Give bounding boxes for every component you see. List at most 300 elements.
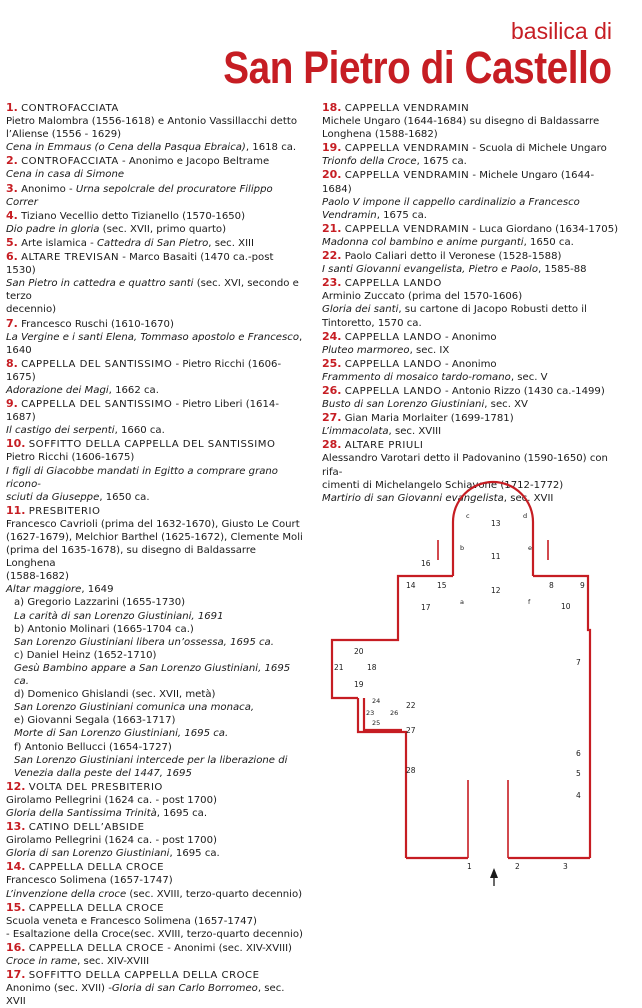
entry-line — [6, 303, 306, 316]
plan-label-16: 16 — [421, 559, 431, 568]
entry-line — [6, 168, 306, 181]
entry-text: , 1675 ca. — [416, 156, 467, 168]
plan-label-7: 7 — [576, 658, 581, 667]
entry-line — [6, 714, 306, 727]
entry-artwork: Trionfo della Croce — [322, 156, 417, 168]
entry-artwork: La Vergine e i santi Elena, Tommaso apostolo e Francesco — [6, 331, 299, 343]
entry-line — [6, 331, 306, 357]
entry-title: CAPPELLA DELLA CROCE — [28, 862, 164, 874]
entry-text: Girolamo Pellegrini (1624 ca. - post 1700) — [6, 794, 217, 806]
plan-label-25: 25 — [372, 719, 381, 727]
catalog-entry — [6, 236, 306, 250]
entry-line — [6, 491, 306, 504]
entry-heading — [6, 860, 306, 874]
entry-line — [322, 128, 622, 141]
entry-line — [6, 623, 306, 636]
entry-text: (prima del 1635-1678), su disegno di Baldassarre Longhena — [6, 545, 257, 570]
entry-title: CONTROFACCIATA — [21, 156, 119, 168]
entry-heading — [322, 357, 622, 371]
entrance-arrow-icon — [490, 868, 498, 886]
entry-line — [6, 649, 306, 662]
entry-author: Paolo Caliari detto il Veronese (1528-1588) — [344, 251, 562, 263]
plan-label-e: e — [528, 544, 532, 552]
plan-label-5: 5 — [576, 769, 581, 778]
entry-line — [6, 531, 306, 544]
entry-text: - Esaltazione della Croce(sec. XVIII, terzo-quarto decennio) — [6, 928, 303, 940]
entry-title: CONTROFACCIATA — [21, 103, 119, 114]
entry-artwork: Cena in casa di Simone — [6, 169, 125, 181]
entry-text: , 1662 ca. — [108, 384, 159, 396]
entry-title: CAPPELLA VENDRAMIN — [344, 170, 470, 182]
entry-heading — [322, 330, 622, 344]
catalog-entry — [6, 780, 306, 820]
entry-title: CAPPELLA LANDO — [344, 385, 442, 397]
entry-number: 1. — [6, 101, 18, 114]
entry-number: 9. — [6, 397, 18, 411]
catalog-entry — [6, 820, 306, 860]
entry-heading — [322, 168, 622, 195]
entry-line — [6, 754, 306, 767]
plan-label-b: b — [460, 544, 465, 552]
entry-text: , su cartone di Jacopo Robusti detto il — [398, 304, 587, 316]
entry-line — [6, 727, 306, 740]
entry-text: , sec. XIV-XVIII — [77, 956, 150, 967]
catalog-entry — [322, 168, 622, 221]
entry-artwork: Gloria di san Lorenzo Giustiniani — [6, 848, 170, 860]
entry-heading — [6, 780, 306, 794]
plan-label-6: 6 — [576, 749, 581, 758]
entry-line — [6, 518, 306, 531]
entry-heading — [6, 317, 306, 331]
entry-line — [6, 701, 306, 714]
entry-artwork: San Lorenzo Giustiniani intercede per la liberazione di — [14, 754, 288, 766]
entry-title: CAPPELLA VENDRAMIN — [344, 103, 470, 114]
entry-author: Anonimo - — [21, 183, 76, 195]
entry-subitem: e) Giovanni Segala (1663-1717) — [14, 715, 176, 727]
entry-line — [322, 263, 622, 276]
entry-artwork: Morte di San Lorenzo Giustiniani — [14, 728, 178, 740]
entry-number: 15. — [6, 900, 26, 914]
entry-text: , sec. XVII — [503, 492, 554, 504]
floor-plan-svg — [318, 480, 636, 890]
entry-artwork: Il castigo dei serpenti — [6, 425, 115, 437]
catalog-entry — [6, 357, 306, 397]
entry-artwork: I santi Giovanni evangelista, Pietro e Paolo — [322, 264, 539, 276]
entry-line — [6, 955, 306, 968]
entry-heading — [6, 154, 306, 168]
entry-title: CAPPELLA DEL SANTISSIMO — [21, 399, 173, 411]
plan-label-13: 13 — [491, 519, 501, 528]
catalog-entry — [322, 222, 622, 249]
entry-line — [322, 344, 622, 357]
plan-label-f: f — [528, 598, 531, 606]
entry-heading — [6, 209, 306, 223]
entry-author: Arte islamica - — [21, 237, 97, 249]
entry-text: , sec. IX — [409, 344, 450, 356]
entry-title: CAPPELLA LANDO — [344, 331, 442, 343]
entry-text: , 1695 ca. — [223, 636, 274, 648]
entry-number: 21. — [322, 221, 342, 235]
entry-line — [6, 928, 306, 941]
right-column — [322, 101, 622, 505]
entry-heading — [6, 901, 306, 915]
entry-heading — [6, 101, 306, 115]
entry-line — [322, 115, 622, 128]
entry-line — [6, 874, 306, 887]
plan-label-24: 24 — [372, 697, 381, 705]
entry-artwork: Cena in Emmaus (o Cena della Pasqua Ebraica) — [6, 142, 246, 154]
entry-title: CATINO DELL’ABSIDE — [28, 822, 145, 834]
plan-labels — [334, 512, 585, 871]
apse-wall — [453, 482, 533, 576]
entry-heading — [322, 101, 622, 115]
entry-author: - Scuola di Michele Ungaro — [469, 143, 607, 155]
entry-text: Arminio Zuccato (prima del 1570-1606) — [322, 291, 523, 303]
entry-number: 5. — [6, 235, 18, 249]
catalog-entry — [6, 101, 306, 154]
entry-heading — [6, 357, 306, 384]
entry-author: Tiziano Vecellio detto Tizianello (1570-1650) — [21, 210, 246, 222]
entry-heading — [322, 384, 622, 398]
entry-author: - Marco Basaiti (1470 ca.-post 1530) — [6, 252, 274, 277]
entry-heading — [322, 411, 622, 425]
entry-artwork: Urna sepolcrale del procuratore Filippo Correr — [6, 183, 273, 208]
entry-text: , sec. XVIII — [388, 426, 442, 438]
entry-line — [6, 767, 306, 780]
entry-artwork: San Pietro in cattedra e quattro santi — [6, 278, 194, 290]
entry-line — [6, 834, 306, 847]
entry-text: , 1695 ca. — [14, 662, 291, 688]
entry-author: - Pietro Ricchi (1606-1675) — [6, 358, 282, 383]
entry-text: , 1585-88 — [538, 264, 587, 276]
entry-line — [322, 303, 622, 316]
entry-line — [6, 982, 306, 1008]
entry-artwork: Gloria dei santi — [322, 304, 399, 316]
catalog-entry — [322, 101, 622, 141]
plan-label-20: 20 — [354, 647, 364, 656]
entry-text: (sec. XVII, primo quarto) — [99, 223, 227, 235]
entry-artwork: Gloria di san Carlo Borromeo — [111, 983, 258, 995]
entry-text: , 1675 ca. — [376, 209, 427, 221]
catalog-entry — [6, 250, 306, 316]
entry-artwork: Altar maggiore — [6, 584, 82, 596]
catalog-entry — [322, 357, 622, 384]
entry-number: 10. — [6, 437, 26, 451]
entry-number: 7. — [6, 316, 18, 330]
entry-author: Gian Maria Morlaiter (1699-1781) — [344, 413, 514, 425]
entry-text: Alessandro Varotari detto il Padovanino (1590-1650) con rifa- — [322, 453, 608, 478]
catalog-entry — [322, 330, 622, 357]
entry-text: (1588-1682) — [6, 571, 69, 583]
entry-line — [6, 451, 306, 464]
entry-line — [6, 741, 306, 754]
entry-title: CAPPELLA LANDO — [344, 358, 442, 370]
plan-label-10: 10 — [561, 602, 571, 611]
entry-artwork: Madonna col bambino e anime purganti — [322, 236, 524, 248]
entry-heading — [322, 249, 622, 263]
entry-artwork: Vendramin — [322, 209, 377, 221]
left-column — [6, 101, 306, 1008]
plan-label-d: d — [523, 512, 528, 520]
entry-text: , 1618 ca. — [245, 142, 297, 154]
entry-line — [6, 570, 306, 583]
floor-plan — [318, 480, 636, 890]
entry-number: 12. — [6, 779, 26, 793]
entry-line — [6, 583, 306, 596]
entry-title: CAPPELLA VENDRAMIN — [344, 223, 470, 235]
entry-text: Pietro Malombra (1556-1618) e Antonio Vassillacchi detto — [6, 116, 297, 128]
catalog-entry — [322, 411, 622, 438]
plan-label-c: c — [466, 512, 470, 520]
catalog-entry — [6, 209, 306, 236]
entry-number: 18. — [322, 101, 342, 114]
entry-line — [322, 209, 622, 222]
entry-subitem: d) Domenico Ghislandi (sec. XVII, metà) — [14, 689, 216, 701]
entry-number: 14. — [6, 860, 26, 874]
entry-artwork: Dio padre in gloria — [6, 223, 100, 235]
catalog-entry — [6, 860, 306, 900]
entry-number: 26. — [322, 383, 342, 397]
entry-number: 17. — [6, 968, 26, 982]
entry-number: 13. — [6, 820, 26, 834]
catalog-entry — [322, 249, 622, 276]
entry-title: CAPPELLA DEL SANTISSIMO — [21, 358, 173, 370]
entry-heading — [322, 141, 622, 155]
entry-line — [6, 465, 306, 491]
entry-date: , sec. XIII — [208, 237, 254, 249]
entry-text: decennio) — [6, 304, 57, 316]
entry-title: CAPPELLA VENDRAMIN — [344, 143, 470, 155]
plan-label-a: a — [460, 598, 464, 606]
entry-author: - Antonio Rizzo (1430 ca.-1499) — [441, 385, 605, 397]
entry-line — [6, 807, 306, 820]
entry-text: Girolamo Pellegrini (1624 ca. - post 1700) — [6, 835, 217, 847]
plan-label-1: 1 — [467, 862, 472, 871]
entry-line — [6, 141, 306, 154]
catalog-entry — [6, 154, 306, 181]
entry-text: , sec. XV — [484, 399, 528, 411]
entry-text: , 1695 ca. — [156, 807, 208, 819]
entry-heading — [322, 276, 622, 290]
entry-line — [322, 290, 622, 303]
entry-number: 8. — [6, 356, 18, 370]
plan-label-14: 14 — [406, 581, 416, 590]
plan-label-15: 15 — [437, 581, 447, 590]
entry-line — [6, 847, 306, 860]
entry-author: Francesco Ruschi (1610-1670) — [21, 318, 174, 330]
plan-label-2: 2 — [515, 862, 520, 871]
entry-text: Anonimo (sec. XVII) - — [6, 983, 112, 995]
catalog-entry — [6, 504, 306, 780]
page-title: San Pietro di Castello — [223, 42, 612, 93]
entry-author: - Pietro Liberi (1614-1687) — [6, 399, 279, 424]
entry-line — [6, 915, 306, 928]
plan-label-23: 23 — [366, 709, 375, 717]
entry-heading — [322, 438, 622, 452]
entry-heading — [6, 397, 306, 424]
entry-number: 11. — [6, 503, 26, 517]
entry-artwork: Adorazione dei Magi — [6, 384, 109, 396]
plan-label-26: 26 — [390, 709, 399, 717]
entry-heading — [6, 437, 306, 451]
entry-line — [322, 452, 622, 478]
entry-text: , 1691 — [191, 610, 224, 622]
entry-heading — [6, 504, 306, 518]
entry-artwork: Venezia dalla peste del 1447 — [14, 767, 160, 779]
entry-artwork: L’invenzione della croce — [6, 888, 127, 900]
catalog-entry — [6, 437, 306, 503]
catalog-entry — [6, 182, 306, 209]
catalog-entry — [6, 901, 306, 941]
plan-label-22: 22 — [406, 701, 416, 710]
entry-line — [6, 662, 306, 688]
entry-heading — [6, 941, 306, 955]
entry-line — [322, 425, 622, 438]
entry-title: SOFFITTO DELLA CAPPELLA DELLA CROCE — [28, 970, 260, 982]
entry-number: 19. — [322, 141, 342, 155]
entry-number: 4. — [6, 208, 18, 222]
entry-heading — [6, 236, 306, 250]
entry-text: , 1695 ca. — [169, 848, 220, 860]
entry-line — [6, 610, 306, 623]
entry-line — [6, 384, 306, 397]
entry-line — [322, 317, 622, 330]
entry-text: Tintoretto, 1570 ca. — [322, 317, 422, 329]
entry-number: 20. — [322, 168, 342, 182]
entry-text: Pietro Ricchi (1606-1675) — [6, 452, 135, 464]
entry-text: Longhena (1588-1682) — [322, 129, 438, 141]
entry-number: 25. — [322, 356, 342, 370]
plan-label-17: 17 — [421, 603, 431, 612]
entry-text: , 1650 ca. — [99, 491, 150, 503]
catalog-entry — [322, 276, 622, 329]
entry-subitem: b) Antonio Molinari (1665-1704 ca.) — [14, 623, 194, 635]
entry-text: (sec. XVI, secondo e terzo — [6, 278, 299, 303]
entry-line — [6, 544, 306, 570]
entry-author: - Michele Ungaro (1644-1684) — [322, 170, 595, 195]
entry-text: , 1695 — [159, 767, 192, 779]
entry-text: (1627-1679), Melchior Barthel (1625-1672), Clemente Moli — [6, 532, 303, 543]
header — [160, 18, 612, 92]
entry-line — [6, 115, 306, 128]
entry-text: (sec. XVIII, terzo-quarto decennio) — [126, 888, 303, 900]
entry-text: , 1695 ca. — [177, 728, 229, 740]
entry-line — [6, 424, 306, 437]
entry-artwork: Martirio di san Giovanni evangelista — [322, 492, 504, 504]
entry-title: SOFFITTO DELLA CAPPELLA DEL SANTISSIMO — [28, 439, 276, 451]
entry-artwork: Pluteo marmoreo — [322, 344, 410, 356]
entry-text: , 1660 ca. — [114, 425, 165, 437]
entry-text: Michele Ungaro (1644-1684) su disegno di Baldassarre — [322, 116, 600, 128]
catalog-entry — [322, 141, 622, 168]
catalog-entry — [322, 384, 622, 411]
plan-label-21: 21 — [334, 663, 344, 672]
entry-line — [6, 888, 306, 901]
entry-heading — [322, 222, 622, 236]
entry-line — [322, 236, 622, 249]
entry-artwork: Frammento di mosaico tardo-romano — [322, 371, 511, 383]
plan-label-11: 11 — [491, 552, 501, 561]
plan-label-27: 27 — [406, 726, 416, 735]
entry-text: cimenti di Michelangelo Schiavone (1712-1772) — [322, 479, 564, 491]
entry-line — [322, 371, 622, 384]
entry-artwork: I figli di Giacobbe mandati in Egitto a comprare grano ricono- — [6, 465, 278, 490]
entry-number: 23. — [322, 276, 342, 290]
entry-title: CAPPELLA LANDO — [344, 278, 442, 290]
entry-artwork: Paolo V impone il cappello cardinalizio a Francesco — [322, 196, 580, 208]
catalog-entry — [6, 397, 306, 437]
entry-text: l’Aliense (1556 - 1629) — [6, 129, 122, 141]
entry-line — [6, 794, 306, 807]
entry-artwork: La carità di san Lorenzo Giustiniani — [14, 610, 192, 622]
entry-heading — [6, 820, 306, 834]
entry-title: CAPPELLA DELLA CROCE — [28, 942, 164, 954]
plan-label-18: 18 — [367, 663, 377, 672]
entry-text: Francesco Solimena (1657-1747) — [6, 875, 173, 887]
entry-number: 27. — [322, 411, 342, 425]
entry-line — [322, 196, 622, 209]
entry-author: - Anonimi (sec. XIV-XVIII) — [164, 942, 292, 954]
catalog-entry — [6, 968, 306, 1008]
entry-text: , 1640 — [6, 331, 303, 356]
entry-line — [322, 398, 622, 411]
entry-text: , sec. V — [510, 371, 548, 383]
entry-number: 2. — [6, 154, 18, 168]
entry-artwork: sciuti da Giuseppe — [6, 491, 100, 503]
right-wall — [533, 576, 590, 858]
entry-text: , 1649 — [81, 584, 114, 596]
entry-text: , sec. XVII — [6, 983, 285, 1008]
entry-line — [6, 688, 306, 701]
entry-artwork: Gloria della Santissima Trinità — [6, 807, 157, 819]
plan-label-9: 9 — [580, 581, 585, 590]
catalog-entry — [6, 317, 306, 357]
entry-line — [6, 636, 306, 649]
catalog-entry — [6, 941, 306, 968]
left-aisle-wall — [358, 698, 406, 858]
entry-title: PRESBITERIO — [28, 505, 101, 517]
entry-subitem: f) Antonio Bellucci (1654-1727) — [14, 741, 172, 753]
plan-label-4: 4 — [576, 791, 581, 800]
entry-line — [322, 155, 622, 168]
entry-text: , 1650 ca. — [523, 236, 574, 248]
plan-label-12: 12 — [491, 586, 501, 595]
entry-artwork: San Lorenzo Giustiniani libera un’ossessa — [14, 636, 224, 648]
entry-title: ALTARE PRIULI — [344, 440, 424, 452]
entry-text: Scuola veneta e Francesco Solimena (1657-1747) — [6, 915, 257, 927]
entry-number: 24. — [322, 329, 342, 343]
entry-number: 6. — [6, 250, 18, 264]
entry-artwork: San Lorenzo Giustiniani comunica una monaca, — [14, 702, 255, 714]
plan-label-3: 3 — [563, 862, 568, 871]
entry-title: ALTARE TREVISAN — [21, 252, 120, 264]
entry-subitem: a) Gregorio Lazzarini (1655-1730) — [14, 597, 186, 609]
entry-artwork: Gesù Bambino appare a San Lorenzo Giustiniani — [14, 662, 259, 674]
entry-author: - Anonimo — [441, 358, 497, 370]
entry-heading — [6, 250, 306, 277]
entry-artwork: Busto di san Lorenzo Giustiniani — [322, 399, 485, 411]
entry-number: 22. — [322, 249, 342, 263]
entry-number: 28. — [322, 438, 342, 452]
entry-heading — [6, 182, 306, 209]
plan-label-28: 28 — [406, 766, 416, 775]
entry-artwork: Croce in rame — [6, 956, 78, 967]
entry-line — [6, 223, 306, 236]
entry-author: - Anonimo e Jacopo Beltrame — [118, 156, 270, 168]
entry-artwork: Cattedra di San Pietro — [96, 237, 209, 249]
entry-text: Francesco Cavrioli (prima del 1632-1670), Giusto Le Court — [6, 518, 300, 530]
entry-line — [6, 128, 306, 141]
